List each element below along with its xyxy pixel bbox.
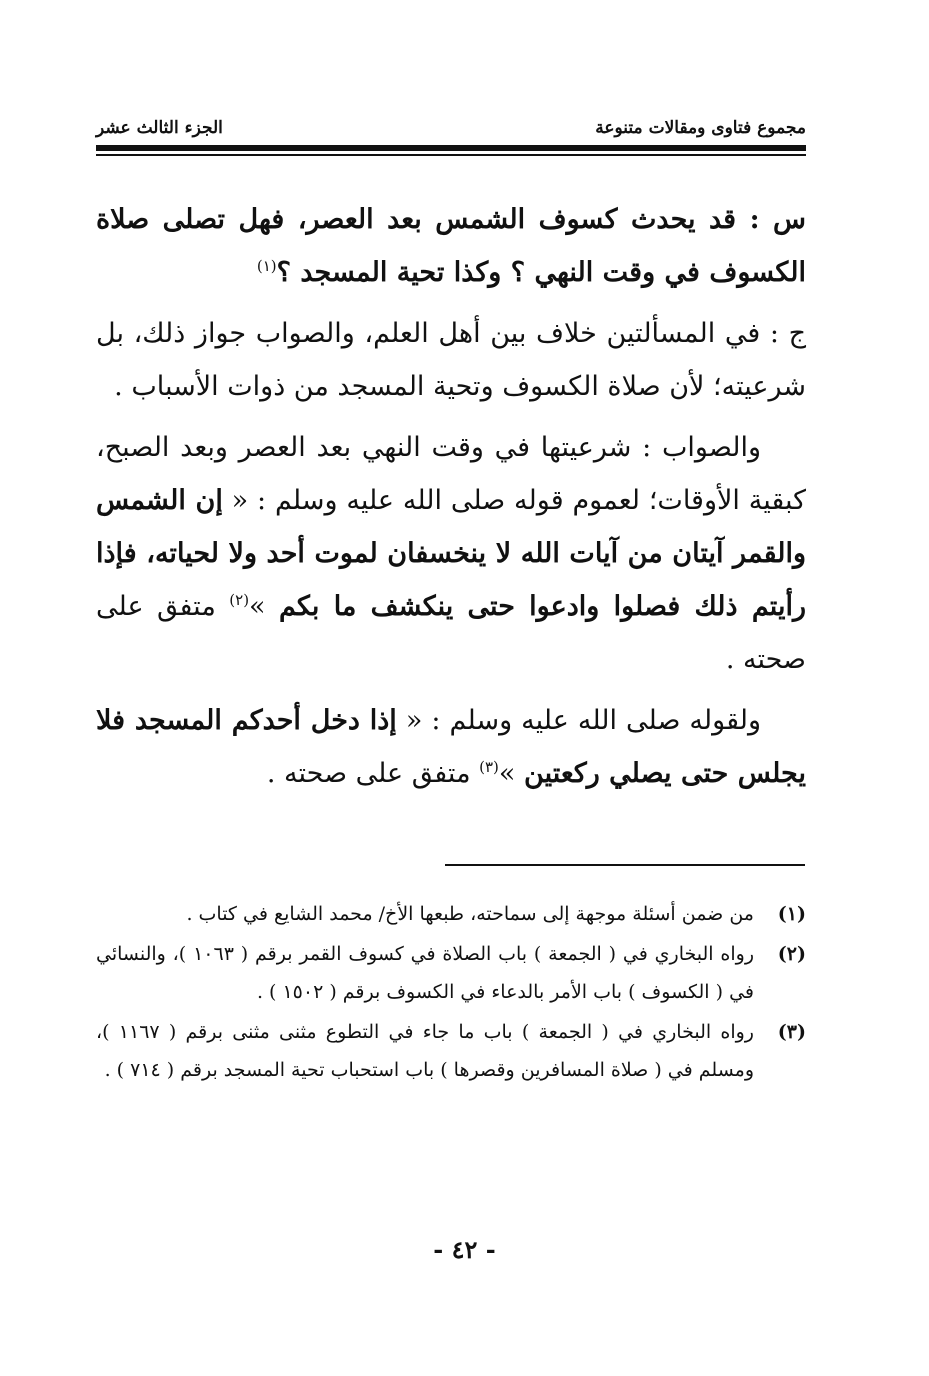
footnote-number: (١) [777,903,806,925]
footnote-text: رواه البخاري في ( الجمعة ) باب ما جاء في التطوع مثنى مثنى برقم ( ١١٦٧ )، ومسلم في ( صلاة المسافرين وقصرها ) باب استحباب تحية المسجد برقم ( ٧١٤ ) . [96,1021,754,1081]
answer-text: ج : في المسألتين خلاف بين أهل العلم، والصواب جواز ذلك، بل شرعيته؛ لأن صلاة الكسوف وتحية المسجد من ذوات الأسباب . [96,318,806,402]
footnote-ref-1[interactable]: (١) [256,257,277,275]
footnotes [96,895,806,1091]
footnote-3 [96,1013,806,1089]
footnote-number: (٢) [777,943,806,965]
volume-label: الجزء الثالث عشر [96,118,223,138]
mosque-intro: ولقوله صلى الله عليه وسلم : « [396,705,761,736]
answer-paragraph [96,307,806,413]
hadith-mosque: إذا دخل أحدكم المسجد فلا يجلس حتى يصلي ركعتين [96,705,806,789]
running-header [96,112,806,148]
footnote-2 [96,935,806,1011]
mosque-paragraph [96,694,806,800]
authenticity-note: متفق على صحته . [96,591,806,675]
page-number: - ٤٢ - [433,1235,496,1264]
header-rule-thick [96,145,806,151]
quote-close: » [498,758,525,789]
header-rule-thin [96,154,806,156]
footnote-separator [445,864,805,866]
authenticity-note: متفق على صحته . [266,758,480,789]
ruling-paragraph [96,421,806,686]
main-text [96,193,806,808]
footnote-ref-2[interactable]: (٢) [229,591,250,609]
book-title: مجموع فتاوى ومقالات متنوعة [595,118,806,138]
footnote-ref-3[interactable]: (٣) [479,758,499,776]
question-prefix: س : [736,204,806,235]
footnote-number: (٣) [777,1021,806,1043]
question-text: قد يحدث كسوف الشمس بعد العصر، فهل تصلى صلاة الكسوف في وقت النهي ؟ وكذا تحية المسجد ؟ [96,204,806,288]
hadith-eclipse: إن الشمس والقمر آيتان من آيات الله لا ينخسفان لموت أحد ولا لحياته، فإذا رأيتم ذلك فصلوا وادعوا حتى ينكشف ما بكم [96,485,806,622]
ruling-intro: والصواب : شرعيتها في وقت النهي بعد العصر وبعد الصبح، كبقية الأوقات؛ لعموم قوله صلى الله عليه وسلم : « [96,432,807,516]
footnote-text: من ضمن أسئلة موجهة إلى سماحته، طبعها الأخ/ محمد الشايع في كتاب . [186,903,754,925]
quote-close: » [249,591,280,622]
footnote-text: رواه البخاري في ( الجمعة ) باب الصلاة في كسوف القمر برقم ( ١٠٦٣ )، والنسائي في ( الكسوف ) باب الأمر بالدعاء في الكسوف برقم ( ١٥٠٢ ) . [96,943,755,1003]
question-paragraph [96,193,806,299]
footnote-1 [96,895,806,933]
